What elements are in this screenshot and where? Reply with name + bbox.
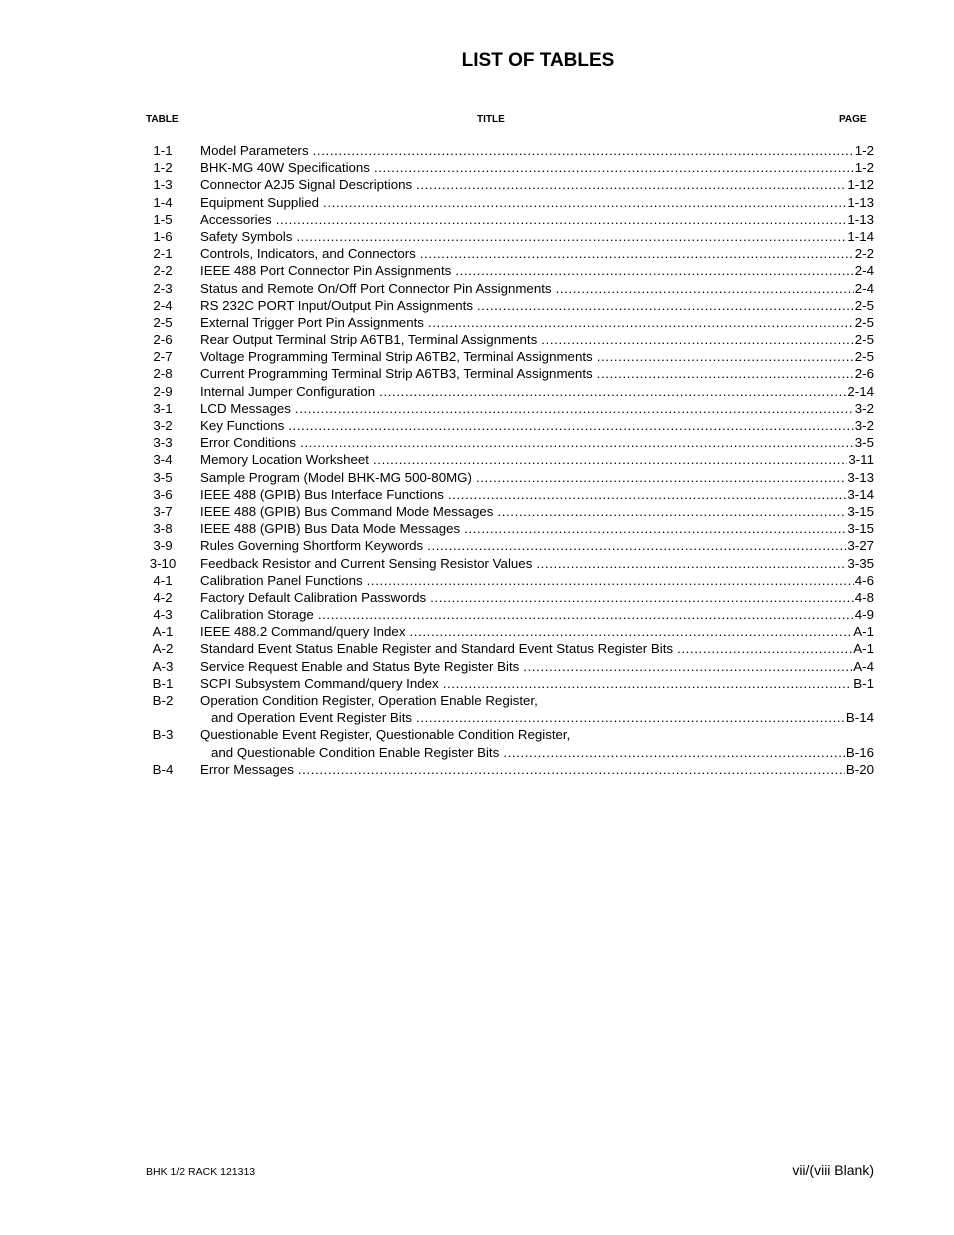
table-number: 3-9 <box>153 538 173 554</box>
table-title: Controls, Indicators, and Connectors <box>200 246 416 262</box>
table-title: SCPI Subsystem Command/query Index <box>200 675 439 691</box>
dot-leader <box>497 503 846 520</box>
table-number: 2-8 <box>153 366 173 382</box>
dot-leader <box>455 262 853 279</box>
table-title-continued: and Operation Event Register Bits <box>211 710 413 726</box>
table-title: Service Request Enable and Status Byte Register Bits <box>200 658 520 674</box>
table-number: 3-3 <box>153 435 173 451</box>
list-item[interactable] <box>146 623 874 640</box>
table-number: A-3 <box>152 658 174 674</box>
dot-leader <box>448 486 846 503</box>
list-item[interactable] <box>146 555 874 572</box>
page-title <box>0 50 954 72</box>
dot-leader <box>409 623 852 640</box>
dot-leader <box>276 211 847 228</box>
list-item[interactable] <box>146 606 874 623</box>
page-number: 3-35 <box>847 555 874 571</box>
table-title: BHK-MG 40W Specifications <box>200 160 370 176</box>
page-number: 1-13 <box>847 194 874 210</box>
table-title: IEEE 488 (GPIB) Bus Command Mode Messages <box>200 503 494 519</box>
dot-leader <box>313 142 854 159</box>
dot-leader <box>476 469 846 486</box>
dot-leader <box>373 451 847 468</box>
table-title: LCD Messages <box>200 400 291 416</box>
page-number: 2-5 <box>854 332 874 348</box>
table-number: 3-1 <box>153 400 173 416</box>
list-item[interactable] <box>146 159 874 176</box>
list-item[interactable] <box>146 365 874 382</box>
table-number: 4-1 <box>153 572 173 588</box>
table-title: Questionable Event Register, Questionable Condition Register, <box>200 727 571 743</box>
table-number: 2-7 <box>153 349 173 365</box>
page-number: 3-14 <box>847 486 874 502</box>
table-title: Calibration Panel Functions <box>200 572 363 588</box>
page-number: 4-6 <box>854 572 874 588</box>
page-number: 3-15 <box>847 503 874 519</box>
page-number: 3-13 <box>847 469 874 485</box>
list-item[interactable] <box>146 658 874 675</box>
table-number: 1-6 <box>153 228 173 244</box>
table-number: 2-1 <box>153 246 173 262</box>
table-title: Model Parameters <box>200 143 309 158</box>
table-number: 1-2 <box>153 160 173 176</box>
list-item[interactable] <box>146 417 874 434</box>
table-title: Feedback Resistor and Current Sensing Resistor Values <box>200 555 533 571</box>
page-number: 2-6 <box>854 366 874 382</box>
page-number: B-14 <box>845 710 874 726</box>
list-item[interactable] <box>146 142 874 159</box>
dot-leader <box>428 314 854 331</box>
page-title-text: LIST OF TABLES <box>461 50 615 71</box>
dot-leader <box>295 400 854 417</box>
dot-leader <box>298 761 845 778</box>
footer-page-label: vii/(viii Blank) <box>792 1162 874 1178</box>
list-item[interactable] <box>146 280 874 297</box>
column-header-title: TITLE <box>477 114 505 125</box>
page-number: 2-5 <box>854 314 874 330</box>
list-item[interactable] <box>146 176 874 193</box>
table-number: 1-3 <box>153 177 173 193</box>
page-number: A-1 <box>853 641 874 657</box>
list-item[interactable] <box>146 262 874 279</box>
table-title: Rear Output Terminal Strip A6TB1, Terminal Assignments <box>200 332 538 348</box>
table-title: Status and Remote On/Off Port Connector Pin Assignments <box>200 280 552 296</box>
table-number: A-2 <box>152 641 174 657</box>
table-title: External Trigger Port Pin Assignments <box>200 314 424 330</box>
page-number: 2-5 <box>854 349 874 365</box>
table-number: B-4 <box>152 761 174 777</box>
page-number: 1-2 <box>854 160 874 176</box>
page-number: B-16 <box>845 744 874 760</box>
table-title: RS 232C PORT Input/Output Pin Assignments <box>200 297 473 313</box>
table-number: 1-4 <box>153 194 173 210</box>
table-number: 3-4 <box>153 452 173 468</box>
table-number: 3-5 <box>153 469 173 485</box>
page-number: B-20 <box>845 761 874 777</box>
page-number: 3-2 <box>854 400 874 416</box>
list-item[interactable] <box>146 692 874 709</box>
table-number: 3-7 <box>153 503 173 519</box>
page-number: 2-14 <box>847 383 874 399</box>
dot-leader <box>323 194 846 211</box>
table-title: Safety Symbols <box>200 228 293 244</box>
column-header-table: TABLE <box>146 114 179 125</box>
dot-leader <box>477 297 854 314</box>
list-item[interactable] <box>146 331 874 348</box>
dot-leader <box>300 434 854 451</box>
table-title: Internal Jumper Configuration <box>200 383 376 399</box>
dot-leader <box>677 640 852 657</box>
list-item[interactable] <box>146 761 874 778</box>
list-item[interactable] <box>146 434 874 451</box>
page-number: 3-11 <box>848 452 874 468</box>
page-number: 2-2 <box>854 246 874 262</box>
list-item[interactable] <box>146 572 874 589</box>
table-number: 1-1 <box>153 143 173 158</box>
table-number: 1-5 <box>153 211 173 227</box>
page-number: 3-27 <box>847 538 874 554</box>
dot-leader <box>416 709 845 726</box>
table-title: Standard Event Status Enable Register and Standard Event Status Register Bits <box>200 641 674 657</box>
column-header-page: PAGE <box>839 114 867 125</box>
table-title: Calibration Storage <box>200 607 314 623</box>
table-title: Error Conditions <box>200 435 297 451</box>
page-number: 2-4 <box>854 263 874 279</box>
list-item[interactable] <box>146 537 874 554</box>
table-title: Memory Location Worksheet <box>200 452 369 468</box>
table-number: B-1 <box>152 675 174 691</box>
dot-leader <box>318 606 854 623</box>
page-number: B-1 <box>853 675 874 691</box>
page-number: 4-8 <box>854 589 874 605</box>
dot-leader <box>597 365 854 382</box>
list-item[interactable] <box>146 520 874 537</box>
dot-leader <box>374 159 854 176</box>
table-title: IEEE 488 (GPIB) Bus Data Mode Messages <box>200 521 461 537</box>
dot-leader <box>379 383 846 400</box>
list-item[interactable] <box>146 228 874 245</box>
list-item[interactable] <box>146 675 874 692</box>
page-number: 1-12 <box>847 177 874 193</box>
dot-leader <box>296 228 846 245</box>
list-item-continuation[interactable] <box>146 709 874 726</box>
list-item[interactable] <box>146 348 874 365</box>
table-number: 4-2 <box>153 589 173 605</box>
table-title: Rules Governing Shortform Keywords <box>200 538 424 554</box>
table-title: Sample Program (Model BHK-MG 500-80MG) <box>200 469 472 485</box>
dot-leader <box>288 417 854 434</box>
list-item[interactable] <box>146 503 874 520</box>
list-item[interactable] <box>146 211 874 228</box>
table-title: IEEE 488 (GPIB) Bus Interface Functions <box>200 486 444 502</box>
dot-leader <box>503 744 845 761</box>
dot-leader <box>541 331 854 348</box>
table-title: Voltage Programming Terminal Strip A6TB2, Terminal Assignments <box>200 349 593 365</box>
list-item[interactable] <box>146 314 874 331</box>
page-number: 3-5 <box>854 435 874 451</box>
list-item[interactable] <box>146 297 874 314</box>
table-number: 2-5 <box>153 314 173 330</box>
page-number: 1-13 <box>847 211 874 227</box>
table-number: 3-6 <box>153 486 173 502</box>
table-title-continued: and Questionable Condition Enable Register Bits <box>211 744 500 760</box>
list-item[interactable] <box>146 400 874 417</box>
list-item[interactable] <box>146 245 874 262</box>
dot-leader <box>556 280 854 297</box>
table-title: Error Messages <box>200 761 294 777</box>
page-number: 3-15 <box>847 521 874 537</box>
dot-leader <box>443 675 853 692</box>
table-number: B-3 <box>152 727 174 743</box>
table-of-contents <box>146 142 874 778</box>
table-number: A-1 <box>152 624 174 640</box>
list-item[interactable] <box>146 486 874 503</box>
table-number: 3-2 <box>153 418 173 433</box>
table-title: Factory Default Calibration Passwords <box>200 589 427 605</box>
list-item-continuation[interactable] <box>146 744 874 761</box>
list-item[interactable] <box>146 451 874 468</box>
table-number: 4-3 <box>153 607 173 623</box>
page-number: 2-4 <box>854 280 874 296</box>
table-title: Accessories <box>200 211 272 227</box>
table-title: IEEE 488 Port Connector Pin Assignments <box>200 263 452 279</box>
table-number: 2-4 <box>153 297 173 313</box>
list-item[interactable] <box>146 726 874 743</box>
page-number: A-1 <box>853 624 874 640</box>
page-number: 2-5 <box>854 297 874 313</box>
dot-leader <box>430 589 854 606</box>
dot-leader <box>464 520 846 537</box>
footer-doc-id: BHK 1/2 RACK 121313 <box>146 1166 256 1178</box>
table-number: 2-2 <box>153 263 173 279</box>
table-number: B-2 <box>152 693 174 708</box>
dot-leader <box>416 176 846 193</box>
table-number: 3-8 <box>153 521 173 537</box>
list-item[interactable] <box>146 383 874 400</box>
page-number: 1-2 <box>854 143 874 158</box>
table-title: Current Programming Terminal Strip A6TB3, Terminal Assignments <box>200 366 593 382</box>
list-item[interactable] <box>146 194 874 211</box>
table-number: 2-3 <box>153 280 173 296</box>
table-title: Connector A2J5 Signal Descriptions <box>200 177 413 193</box>
table-title: Equipment Supplied <box>200 194 320 210</box>
dot-leader <box>536 555 846 572</box>
page-number: 4-9 <box>854 607 874 623</box>
page-number: 1-14 <box>847 228 874 244</box>
list-item[interactable] <box>146 640 874 657</box>
table-number: 3-10 <box>149 555 177 571</box>
dot-leader <box>367 572 854 589</box>
list-item[interactable] <box>146 589 874 606</box>
page-number: 3-2 <box>854 418 874 433</box>
page-number: A-4 <box>853 658 874 674</box>
table-number: 2-6 <box>153 332 173 348</box>
dot-leader <box>427 537 846 554</box>
table-title: Key Functions <box>200 418 285 433</box>
list-item[interactable] <box>146 469 874 486</box>
dot-leader <box>420 245 854 262</box>
table-number: 2-9 <box>153 383 173 399</box>
dot-leader <box>523 658 852 675</box>
dot-leader <box>597 348 854 365</box>
table-title: Operation Condition Register, Operation Enable Register, <box>200 693 538 708</box>
table-title: IEEE 488.2 Command/query Index <box>200 624 406 640</box>
